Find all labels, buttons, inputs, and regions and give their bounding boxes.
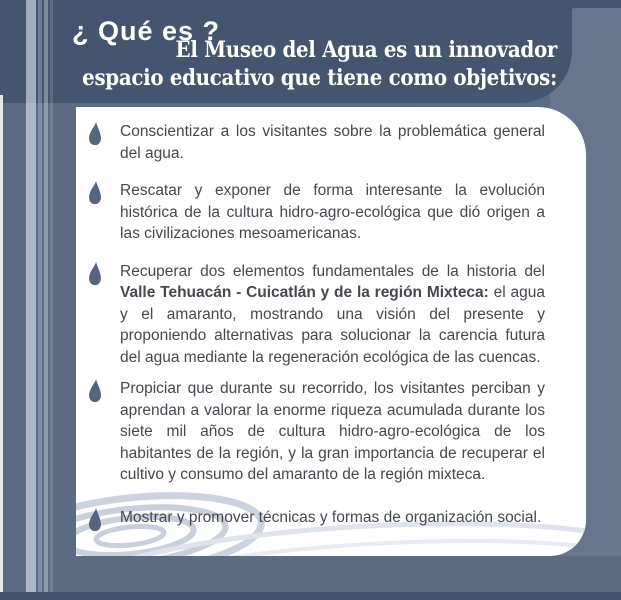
objectives-card bbox=[76, 107, 586, 556]
left-stripe-decoration bbox=[38, 0, 42, 592]
objective-text: Recuperar dos elementos fundamentales de la historia del Valle Tehuacán - Cuicatlán y de la región Mixteca: el agua y el amaranto, mostrando una visión del presente y proponiendo alternativas para solucionar la carencia futura del agua mediante la regeneración ecológica de las cuencas. bbox=[120, 262, 545, 366]
objective-item bbox=[120, 180, 545, 245]
water-drop-icon bbox=[86, 261, 104, 286]
left-edge-sliver bbox=[0, 95, 3, 592]
page-subtitle bbox=[82, 36, 557, 92]
objective-item bbox=[120, 261, 545, 369]
bottom-strip bbox=[0, 592, 621, 600]
left-stripe-decoration bbox=[50, 0, 53, 592]
page-title: ¿ Qué es ? bbox=[72, 16, 221, 46]
objective-text: Conscientizar a los visitantes sobre la problemática general del agua. bbox=[120, 123, 545, 162]
objective-text-bold: Valle Tehuacán - Cuicatlán y de la región Mixteca: bbox=[120, 284, 489, 301]
subtitle-line-1: El Museo del Agua es un innovador bbox=[175, 37, 557, 63]
water-drop-icon bbox=[86, 378, 104, 403]
objective-item bbox=[120, 121, 545, 164]
objective-item bbox=[120, 507, 545, 529]
subtitle-line-2: espacio educativo que tiene como objetivos: bbox=[82, 65, 557, 91]
water-drop-icon bbox=[86, 180, 104, 205]
objective-item bbox=[120, 378, 545, 486]
objectives-list bbox=[76, 107, 586, 528]
objective-text: Rescatar y exponer de forma interesante la evolución histórica de la cultura hidro-agro-ecológica que dió origen a las civilizaciones mesoamericanas. bbox=[120, 182, 545, 242]
water-drop-icon bbox=[86, 121, 104, 146]
left-stripe-decoration bbox=[44, 0, 48, 592]
water-drop-icon bbox=[86, 507, 104, 532]
objective-text: Propiciar que durante su recorrido, los visitantes perciban y aprendan a valorar la enorme riqueza acumulada durante los siete mil años de cultura hidro-agro-ecológica de los habitantes de la región, y la gran importancia de recuperar el cultivo y consumo del amaranto de la región mixteca. bbox=[120, 380, 545, 483]
left-stripe-decoration bbox=[26, 0, 36, 592]
objective-text: Mostrar y promover técnicas y formas de organización social. bbox=[120, 508, 542, 526]
